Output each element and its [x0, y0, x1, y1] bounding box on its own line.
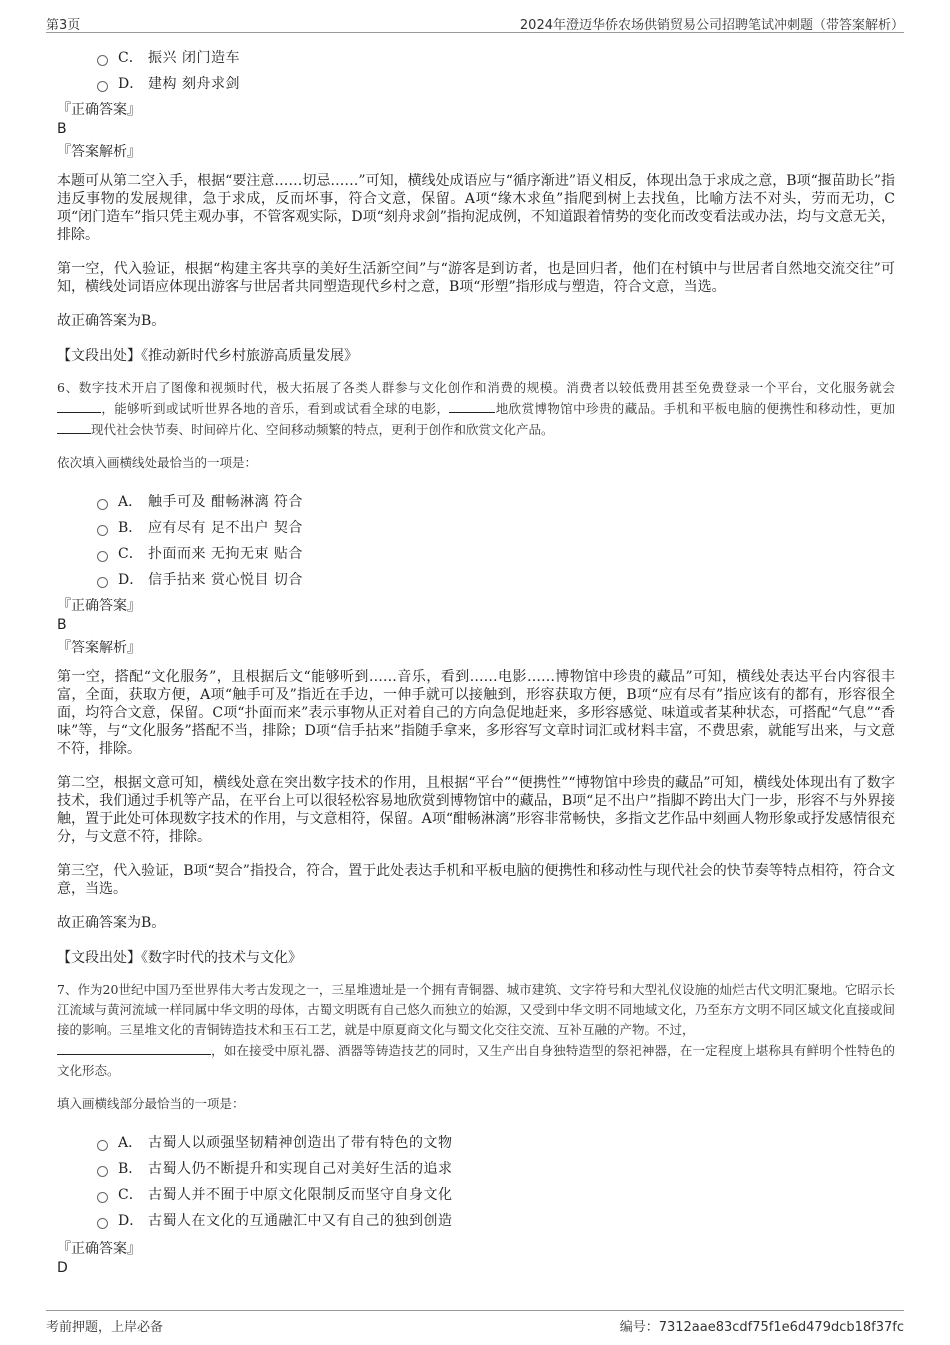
radio-icon[interactable]: [97, 1140, 108, 1151]
radio-icon[interactable]: [97, 577, 108, 588]
radio-icon[interactable]: [97, 551, 108, 562]
q6-option-c[interactable]: C． 扑面而来 无拘无束 贴合: [97, 540, 895, 566]
q6-analysis-p4: 故正确答案为B。: [57, 915, 166, 931]
q5-analysis-label: 『答案解析』: [57, 144, 141, 160]
q6-options: [97, 488, 895, 592]
q6-answer: B: [57, 617, 67, 633]
q6-analysis-p2: 第二空，根据文意可知，横线处意在突出数字技术的作用，且根据“平台”“便携性”“博物馆中珍贵的藏品”可知，横线处体现出有了数字技术，我们通过手机等产品，在平台上可以很轻松容易地欣赏到博物馆中的藏品，B项“足不出户”指脚不跨出大门一步，形容不与外界接触，置于此处可体现数字技术的作用，与文意相符，保留。A项“酣畅淋漓”形容非常畅快，多指文艺作品中刻画人物形象或抒发感情很充分，与文意不符，排除。: [57, 775, 895, 845]
q6-prompt: 依次填入画横线处最恰当的一项是：: [57, 455, 258, 470]
q5-answer-label: 『正确答案』: [57, 102, 141, 118]
radio-icon[interactable]: [97, 1218, 108, 1229]
q6-option-a[interactable]: A． 触手可及 酣畅淋漓 符合: [97, 488, 895, 514]
q7-option-a[interactable]: A． 古蜀人以顽强坚韧精神创造出了带有特色的文物: [97, 1129, 895, 1155]
q7-prompt: 填入画横线部分最恰当的一项是：: [57, 1096, 245, 1111]
q7-stem: 7、作为20世纪中国乃至世界伟大考古发现之一，三星堆遗址是一个拥有青铜器、城市建筑、文字符号和大型礼仪设施的灿烂古代文明汇聚地。它昭示长江流域与黄河流域一样同属中华文明的母体，古蜀文明既有自己悠久而独立的始源，又受到中华文明不同地域文化，乃至东方文明不同区域文化直接或间接的影响。三星堆文化的青铜铸造技术和玉石工艺，就是中原夏商文化与蜀文化交往交流、互补互融的产物。不过， ，如在接受中原礼器、酒器等铸造技艺的同时，又生产出自身独特造型的祭祀神器，在一定程度上堪称具有鲜明个性特色的文化形态。: [57, 982, 895, 1078]
q6-option-d[interactable]: D． 信手拈来 赏心悦目 切合: [97, 566, 895, 592]
q5-analysis-p2: 第一空，代入验证，根据“构建主客共享的美好生活新空间”与“游客是到访者，也是回归者，他们在村镇中与世居者自然地交流交往”可知，横线处词语应体现出游客与世居者共同塑造现代乡村之意，B项“形塑”指形成与塑造，符合文意，当选。: [57, 261, 895, 295]
q5-answer: B: [57, 121, 67, 137]
q6-analysis-p3: 第三空，代入验证，B项“契合”指投合，符合，置于此处表达手机和平板电脑的便携性和移动性与现代社会的快节奏等特点相符，符合文意，当选。: [57, 863, 895, 897]
q7-answer: D: [57, 1260, 68, 1276]
footer-slogan: 考前押题，上岸必备: [46, 1320, 164, 1335]
blank-line: [57, 398, 101, 413]
q6-analysis-label: 『答案解析』: [57, 640, 141, 656]
radio-icon[interactable]: [97, 1192, 108, 1203]
blank-line: [57, 419, 91, 434]
q6-option-b[interactable]: B． 应有尽有 足不出户 契合: [97, 514, 895, 540]
q7-option-c[interactable]: C． 古蜀人并不囿于中原文化限制反而坚守自身文化: [97, 1181, 895, 1207]
q6-stem: 6、数字技术开启了图像和视频时代，极大拓展了各类人群参与文化创作和消费的规模。消费者以较低费用甚至免费登录一个平台，文化服务就会，能够听到或试听世界各地的音乐，看到或试看全球的电影， 地欣赏博物馆中珍贵的藏品。手机和平板电脑的便携性和移动性，更加现代社会快节奏、时间碎片化、空间移动频繁的特点，更利于创作和欣赏文化产品。: [57, 380, 895, 437]
blank-line: [449, 398, 495, 413]
blank-line: [57, 1040, 211, 1055]
page-footer: [46, 1310, 904, 1335]
radio-icon[interactable]: [97, 1166, 108, 1177]
q6-answer-label: 『正确答案』: [57, 598, 141, 614]
document-code: 编号：7312aae83cdf75f1e6d479dcb18f37fc: [619, 1320, 904, 1335]
page-header: [46, 10, 904, 33]
q7-answer-label: 『正确答案』: [57, 1241, 141, 1257]
radio-icon[interactable]: [97, 81, 108, 92]
page-number: 第3页: [46, 18, 81, 33]
q5-option-d[interactable]: D． 建构 刻舟求剑: [97, 70, 895, 96]
document-title: 2024年澄迈华侨农场供销贸易公司招聘笔试冲刺题（带答案解析）: [519, 18, 904, 33]
radio-icon[interactable]: [97, 55, 108, 66]
q5-analysis-p1: 本题可从第二空入手，根据“要注意……切忌……”可知，横线处成语应与“循序渐进”语义相反，体现出急于求成之意，B项“揠苗助长”指违反事物的发展规律，急于求成，反而坏事，符合文意，保留。A项“缘木求鱼”指爬到树上去找鱼，比喻方法不对头，劳而无功，C项“闭门造车”指只凭主观办事，不管客观实际，D项“刻舟求剑”指拘泥成例，不知道跟着情势的变化而改变看法或办法，均与文意无关，排除。: [57, 173, 895, 243]
q5-analysis-p3: 故正确答案为B。: [57, 313, 166, 329]
q6-analysis-p1: 第一空，搭配“文化服务”，且根据后文“能够听到……音乐，看到……电影……博物馆中珍贵的藏品”可知，横线处表达平台内容很丰富，全面，获取方便，A项“触手可及”指近在手边，一伸手就可以接触到，形容获取方便，B项“应有尽有”指应该有的都有，形容很全面，均符合文意，保留。C项“扑面而来”表示事物从正对着自己的方向急促地赶来，多形容感觉、味道或者某种状态，可搭配“气息”“香味”等，与“文化服务”搭配不当，排除；D项“信手拈来”指随手拿来，多形容写文章时词汇或材料丰富，不费思索，就能写出来，与文意不符，排除。: [57, 669, 895, 757]
q5-option-c[interactable]: C． 振兴 闭门造车: [97, 44, 895, 70]
main-content: [57, 44, 895, 1281]
q5-options: [97, 44, 895, 96]
q7-options: [97, 1129, 895, 1233]
q5-source: 【文段出处】《推动新时代乡村旅游高质量发展》: [57, 348, 358, 364]
radio-icon[interactable]: [97, 525, 108, 536]
q7-option-d[interactable]: D． 古蜀人在文化的互通融汇中又有自己的独到创造: [97, 1207, 895, 1233]
q7-option-b[interactable]: B． 古蜀人仍不断提升和实现自己对美好生活的追求: [97, 1155, 895, 1181]
q6-source: 【文段出处】《数字时代的技术与文化》: [57, 950, 302, 966]
radio-icon[interactable]: [97, 499, 108, 510]
